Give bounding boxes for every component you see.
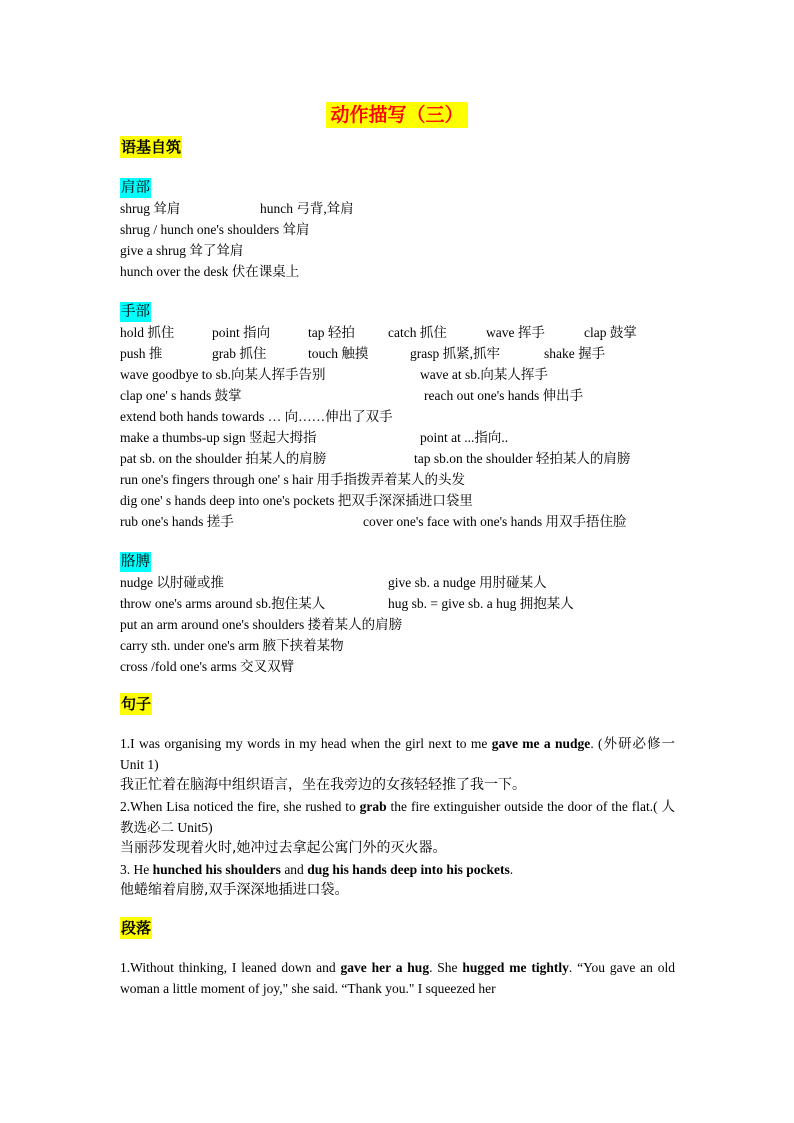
vocab-row: clap one' s hands 鼓掌 reach out one's hands 伸出手 bbox=[120, 388, 584, 403]
vocab-row: hunch over the desk 伏在课桌上 bbox=[120, 264, 300, 279]
vocab-row: give a shrug 耸了耸肩 bbox=[120, 243, 244, 258]
vocab-row: put an arm around one's shoulders 搂着某人的肩膀 bbox=[120, 617, 403, 632]
subsection-hand bbox=[120, 302, 675, 532]
sentence-1: 1.I was organising my words in my head when the girl next to me gave me a nudge. (外研必修一 Unit 1) 我正忙着在脑海中组织语言，坐在我旁边的女孩轻轻推了我一下。 bbox=[120, 736, 676, 793]
vocab-row: carry sth. under one's arm 腋下挟着某物 bbox=[120, 638, 344, 653]
vocab-row: extend both hands towards … 向……伸出了双手 bbox=[120, 409, 393, 424]
vocab-row: hold 抓住 point 指向 tap 轻拍 catch 抓住 wave 挥手 clap 鼓掌 bbox=[120, 325, 637, 340]
document-body bbox=[120, 136, 675, 999]
vocab-row: wave goodbye to sb.向某人挥手告别 wave at sb.向某人挥手 bbox=[120, 367, 548, 382]
subsection-heading-arm: 胳膊 bbox=[121, 554, 150, 570]
vocab-row: nudge 以肘碰或推 give sb. a nudge 用肘碰某人 bbox=[120, 575, 547, 590]
section-heading-basics: 语基自筑 bbox=[121, 138, 182, 156]
section-heading-paragraph: 段落 bbox=[121, 919, 152, 937]
vocab-row: make a thumbs-up sign 竖起大拇指 point at ...指向.. bbox=[120, 430, 509, 445]
vocab-row: run one's fingers through one' s hair 用手指拨弄着某人的头发 bbox=[120, 472, 465, 487]
subsection-heading-hand: 手部 bbox=[121, 304, 150, 320]
sentence-2: 2.When Lisa noticed the fire, she rushed to grab the fire extinguisher outside the door of the flat.( 人教选必二 Unit5) 当丽莎发现着火时,她冲过去拿起公寓门外的灭火器。 bbox=[120, 799, 675, 856]
vocab-row: dig one' s hands deep into one's pockets 把双手深深插进口袋里 bbox=[120, 493, 473, 508]
paragraph-1: 1.Without thinking, I leaned down and gave her a hug. She hugged me tightly. “You gave an old woman a little moment of joy," she said. “Thank you." I squeezed her bbox=[120, 960, 675, 996]
vocab-row: pat sb. on the shoulder 拍某人的肩膀 tap sb.on the shoulder 轻拍某人的肩膀 bbox=[120, 451, 631, 466]
section-heading-sentences: 句子 bbox=[121, 695, 152, 713]
title-container bbox=[0, 102, 794, 128]
sentence-3: 3. He hunched his shoulders and dug his hands deep into his pockets. 他蜷缩着肩膀,双手深深地插进口袋。 bbox=[120, 862, 514, 898]
subsection-arm bbox=[120, 552, 675, 677]
vocab-row: push 推 grab 抓住 touch 触摸 grasp 抓紧,抓牢 shake 握手 bbox=[120, 346, 606, 361]
subsection-shoulder bbox=[120, 178, 675, 282]
subsection-heading-shoulder: 肩部 bbox=[121, 180, 150, 196]
vocab-row: shrug 耸肩 hunch 弓背,耸肩 bbox=[120, 201, 354, 216]
vocab-row: cross /fold one's arms 交叉双臂 bbox=[120, 659, 295, 674]
vocab-row: rub one's hands 搓手 cover one's face with one's hands 用双手捂住脸 bbox=[120, 514, 627, 529]
page-title: 动作描写（三） bbox=[326, 102, 467, 128]
vocab-row: throw one's arms around sb.抱住某人 hug sb. = give sb. a hug 拥抱某人 bbox=[120, 596, 574, 611]
vocab-row: shrug / hunch one's shoulders 耸肩 bbox=[120, 222, 310, 237]
